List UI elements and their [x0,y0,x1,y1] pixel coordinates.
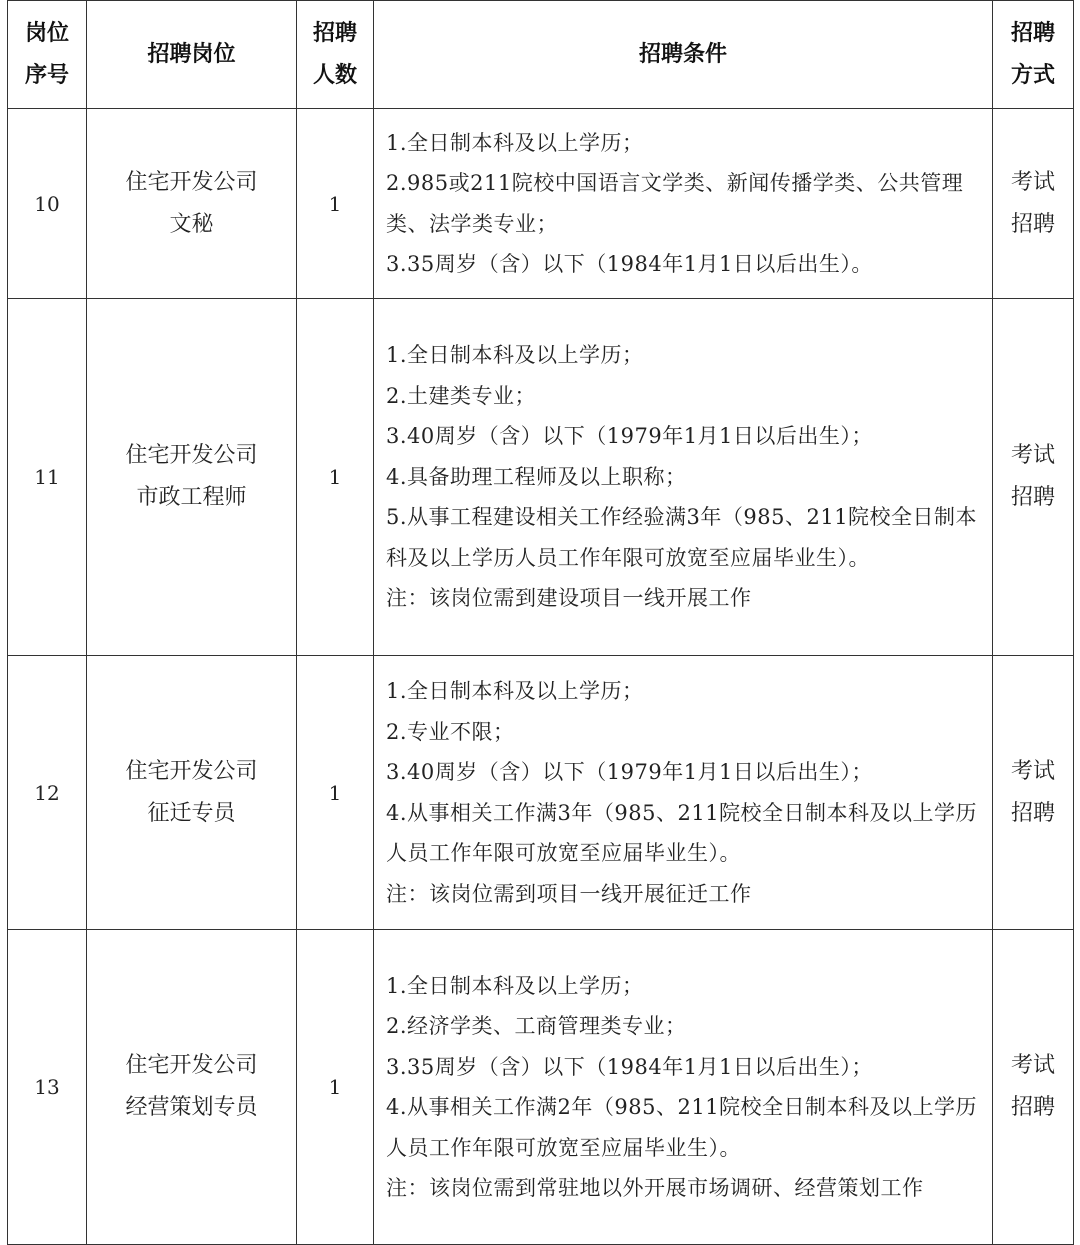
condition-item: 4.从事相关工作满3年（985、211院校全日制本科及以上学历人员工作年限可放宽至应届毕业生）。 [386,800,978,865]
condition-note: 注：该岗位需到常驻地以外开展市场调研、经营策划工作 [386,1176,924,1200]
condition-item: 3.35周岁（含）以下（1984年1月1日以后出生）。 [386,252,873,276]
row-count: 1 [297,109,374,299]
row-count: 1 [297,656,374,930]
row-position [87,299,297,656]
condition-item: 1.全日制本科及以上学历； [386,343,644,368]
position-title: 经营策划专员 [125,1095,258,1120]
position-title: 征迁专员 [147,800,236,826]
method-line1: 考试 [1010,443,1055,468]
condition-item: 2.土建类专业； [386,383,537,408]
position-company: 住宅开发公司 [125,443,258,468]
row-position [87,109,297,299]
table-row [8,299,1074,656]
header-seq-line2: 序号 [24,62,69,88]
recruitment-table [7,0,1074,1245]
row-method [993,656,1074,930]
method-line2: 招聘 [1010,800,1055,826]
position-company: 住宅开发公司 [125,169,258,195]
method-line1: 考试 [1010,1053,1055,1078]
row-seq: 13 [8,930,87,1245]
position-title: 市政工程师 [136,485,247,510]
header-conditions: 招聘条件 [374,1,993,109]
row-conditions [374,656,993,930]
header-method [993,1,1074,109]
condition-item: 1.全日制本科及以上学历； [386,973,644,998]
table-row [8,656,1074,930]
row-seq: 12 [8,656,87,930]
position-title: 文秘 [169,211,214,237]
row-position [87,930,297,1245]
condition-item: 2.专业不限； [386,719,515,744]
condition-note: 注：该岗位需到项目一线开展征迁工作 [386,881,752,906]
header-seq [8,1,87,109]
condition-item: 3.40周岁（含）以下（1979年1月1日以后出生）； [386,424,873,449]
condition-item: 1.全日制本科及以上学历； [386,130,644,155]
row-method [993,299,1074,656]
row-seq: 10 [8,109,87,299]
row-seq: 11 [8,299,87,656]
method-line2: 招聘 [1010,211,1055,237]
condition-note: 注：该岗位需到建设项目一线开展工作 [386,586,752,611]
condition-item: 4.具备助理工程师及以上职称； [386,464,687,489]
header-position: 招聘岗位 [87,1,297,109]
header-method-line2: 方式 [1010,62,1055,88]
row-count: 1 [297,299,374,656]
condition-item: 3.40周岁（含）以下（1979年1月1日以后出生）； [386,760,873,784]
header-count-line1: 招聘 [312,20,357,46]
row-count: 1 [297,930,374,1245]
row-method [993,109,1074,299]
condition-item: 2.经济学类、工商管理类专业； [386,1014,687,1038]
header-seq-line1: 岗位 [24,20,69,46]
header-method-line1: 招聘 [1010,20,1055,46]
row-method [993,930,1074,1245]
method-line2: 招聘 [1010,1095,1055,1120]
table-row [8,109,1074,299]
header-count [297,1,374,109]
method-line2: 招聘 [1010,485,1055,510]
row-conditions [374,299,993,656]
condition-item: 2.985或211院校中国语言文学类、新闻传播学类、公共管理类、法学类专业； [386,171,964,236]
header-row [8,1,1074,109]
row-conditions [374,930,993,1245]
row-conditions [374,109,993,299]
condition-item: 5.从事工程建设相关工作经验满3年（985、211院校全日制本科及以上学历人员工作年限可放宽至应届毕业生）。 [386,505,978,570]
condition-item: 3.35周岁（含）以下（1984年1月1日以后出生）； [386,1054,873,1079]
condition-item: 4.从事相关工作满2年（985、211院校全日制本科及以上学历人员工作年限可放宽至应届毕业生）。 [386,1095,978,1160]
position-company: 住宅开发公司 [125,758,258,784]
header-count-line2: 人数 [312,62,357,88]
table-row [8,930,1074,1245]
method-line1: 考试 [1010,758,1055,784]
condition-item: 1.全日制本科及以上学历； [386,679,644,703]
position-company: 住宅开发公司 [125,1053,258,1078]
row-position [87,656,297,930]
method-line1: 考试 [1010,169,1055,195]
